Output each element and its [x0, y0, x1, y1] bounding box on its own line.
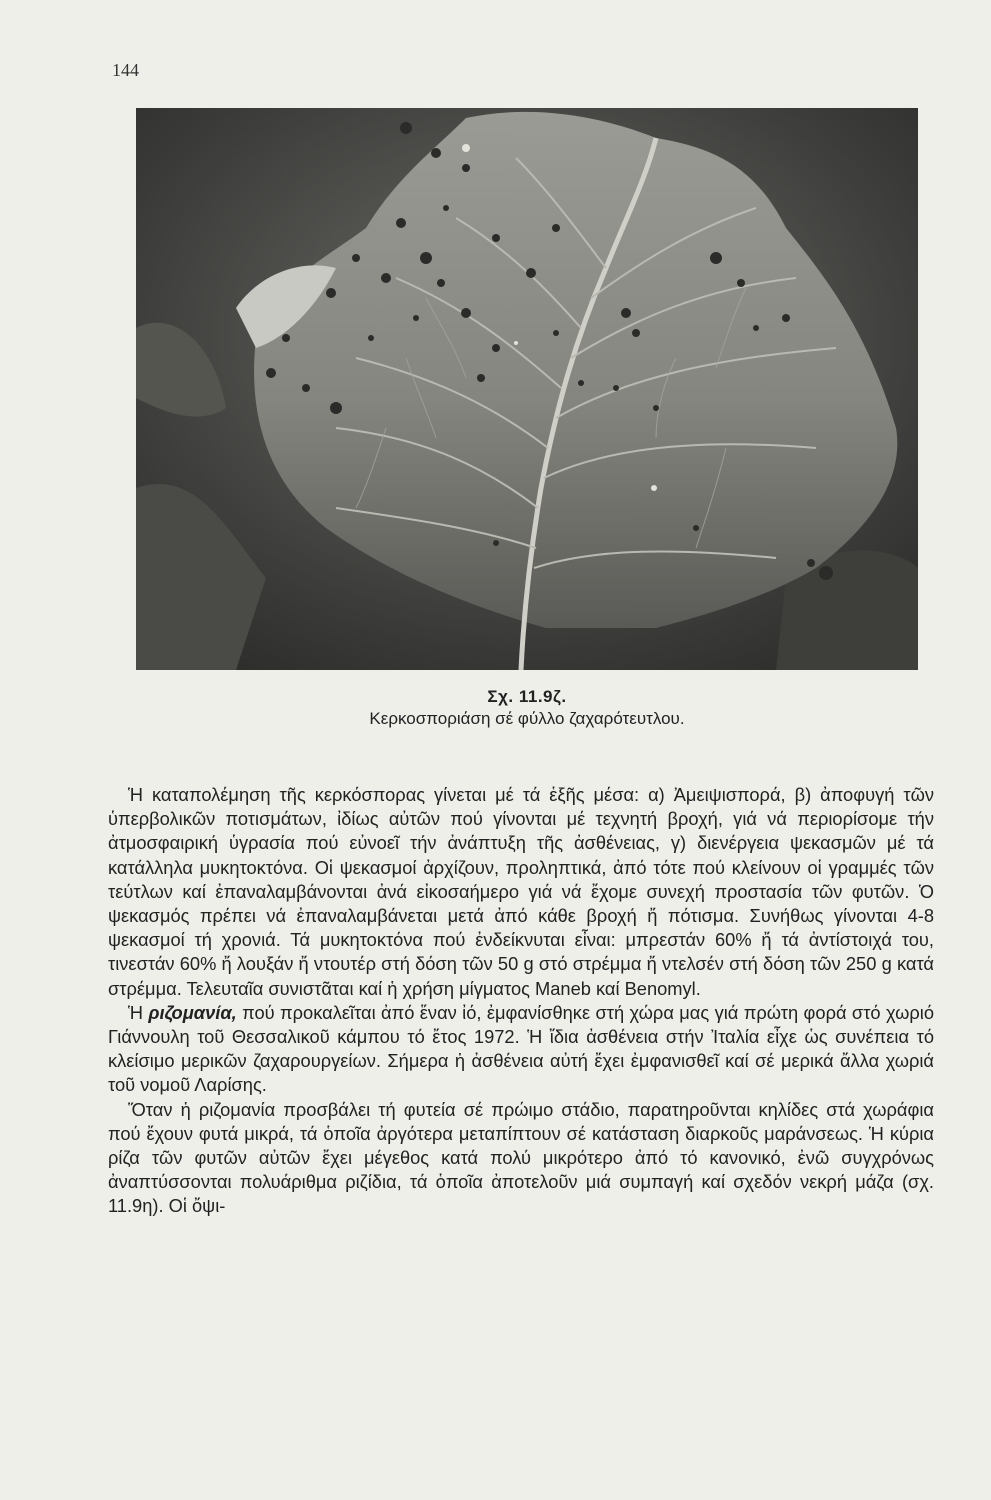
figure-caption-text: Κερκοσποριάση σέ φύλλο ζαχαρότευτλου. [369, 709, 685, 728]
body-text [108, 783, 934, 1219]
paragraph-lead: Ἡ [128, 1001, 149, 1023]
paragraph-rhizomania [108, 1001, 934, 1098]
figure-caption [136, 686, 918, 730]
page-number: 144 [112, 60, 139, 80]
paragraph-cercospora-control: Ἡ καταπολέμηση τῆς κερκόσπορας γίνεται μέ τά ἑξῆς μέσα: α) Ἀμειψισπορά, β) ἀποφυγή τῶν ὑπερβολικῶν ποτισμάτων, ἰδίως αὐτῶν πού γίνονται μέ τεχνητή βροχή, γιά νά περιορίσομε τήν ἀτμοσφαιρική ὑγρασία πού εὐνοεῖ τήν ἀνάπτυξη τῆς ἀσθένειας, γ) διενέργεια ψεκασμῶν μέ τά κατάλληλα μυκητοκτόνα. Οἱ ψεκασμοί ἀρχίζουν, προληπτικά, ἀπό τότε πού κλείνουν οἱ γραμμές τῶν τεύτλων καί ἐπαναλαμβάνονται ἀνά εἰκοσαήμερο γιά νά ἔχομε συνεχή προστασία τῶν φυτῶν. Ὁ ψεκασμός πρέπει νά ἐπαναλαμβάνεται μετά ἀπό κάθε βροχή ἤ πότισμα. Συνήθως γίνονται 4-8 ψεκασμοί τή χρονιά. Τά μυκητοκτόνα πού ἐνδείκνυται εἶναι: μπρεστάν 60% ἤ τά ἀντίστοιχά του, τινεστάν 60% ἤ λουξάν ἤ ντουτέρ στή δόση τῶν 50 g στό στρέμμα ἤ ντελσέν στή δόση τῶν 250 g κατά στρέμμα. Τελευταῖα συνιστᾶται καί ἡ χρήση μίγματος Maneb καί Benomyl. [108, 784, 934, 999]
paragraph-rhizomania-text: πού προκαλεῖται ἀπό ἕναν ἰό, ἐμφανίσθηκε στή χώρα μας γιά πρώτη φορά στό χωριό Γιάννουλη τοῦ Θεσσαλικοῦ κάμπου τό ἔτος 1972. Ἡ ἴδια ἀσθένεια στήν Ἰταλία εἶχε ὡς συνέπεια τό κλείσιμο μερικῶν ζαχαρουργείων. Σήμερα ἡ ἀσθένεια αὐτή ἔχει ἐμφανισθεῖ καί σέ μερικά ἄλλα χωριά τοῦ νομοῦ Λαρίσης. [108, 1001, 934, 1096]
figure-photo [136, 108, 918, 670]
paragraph-rhizomania-symptoms: Ὅταν ἡ ριζομανία προσβάλει τή φυτεία σέ πρώιμο στάδιο, παρατηροῦνται κηλίδες στά χωράφια πού ἔχουν φυτά μικρά, τά ὁποῖα ἀργότερα μεταπίπτουν σέ κατάσταση διαρκοῦς μαράνσεως. Ἡ κύρια ρίζα τῶν φυτῶν αὐτῶν ἔχει μέγεθος κατά πολύ μικρότερο ἀπό τό κανονικό, ἐνῶ συγχρόνως ἀναπτύσσονται πολυάριθμα ριζίδια, τά ὁποῖα ἀποτελοῦν μιά συμπαγή καί σχεδόν νεκρή μάζα (σχ. 11.9η). Οἱ ὄψι- [108, 1098, 934, 1217]
figure-number: Σχ. 11.9ζ. [487, 687, 567, 706]
term-rhizomania: ριζομανία, [148, 1001, 237, 1023]
sugar-beet-leaf-photo [136, 108, 918, 670]
